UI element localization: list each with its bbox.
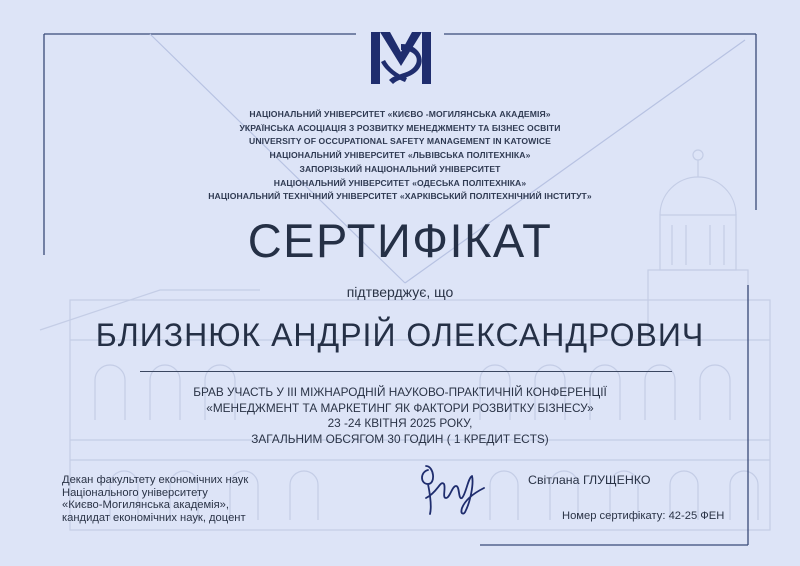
organization-line: УКРАЇНСЬКА АСОЦІАЦІЯ З РОЗВИТКУ МЕНЕДЖМЕНТУ ТА БІЗНЕС ОСВІТИ bbox=[239, 122, 561, 133]
participation-text bbox=[0, 385, 800, 447]
name-underline bbox=[140, 371, 672, 372]
recipient-name: БЛИЗНЮК АНДРІЙ ОЛЕКСАНДРОВИЧ bbox=[95, 317, 705, 353]
dean-title bbox=[62, 474, 248, 524]
dean-line: Декан факультету економічних наук bbox=[62, 474, 249, 486]
body-line: «МЕНЕДЖМЕНТ ТА МАРКЕТИНГ ЯК ФАКТОРИ РОЗВИТКУ БІЗНЕСУ» bbox=[206, 400, 594, 415]
organization-line: ЗАПОРІЗЬКИЙ НАЦІОНАЛЬНИЙ УНІВЕРСИТЕТ bbox=[299, 163, 501, 174]
certificate-number: Номер сертифікату: 42-25 ФЕН bbox=[562, 510, 725, 522]
handwritten-signature bbox=[416, 458, 488, 520]
signer-name: Світлана ГЛУЩЕНКО bbox=[528, 473, 651, 487]
body-line: 23 -24 КВІТНЯ 2025 РОКУ, bbox=[327, 416, 473, 430]
dean-line: «Києво-Могилянська академія», bbox=[62, 499, 230, 512]
organization-line: UNIVERSITY OF OCCUPATIONAL SAFETY MANAGEMENT IN KATOWICE bbox=[249, 136, 551, 147]
dean-line: Національного університету bbox=[62, 486, 208, 499]
organization-line: НАЦІОНАЛЬНИЙ УНІВЕРСИТЕТ «КИЄВО -МОГИЛЯНСЬКА АКАДЕМІЯ» bbox=[249, 109, 551, 119]
body-line: БРАВ УЧАСТЬ У ІІІ МІЖНАРОДНІЙ НАУКОВО-ПРАКТИЧНІЙ КОНФЕРЕНЦІЇ bbox=[193, 385, 607, 399]
certificate-title: СЕРТИФІКАТ bbox=[247, 214, 553, 267]
body-line: ЗАГАЛЬНИМ ОБСЯГОМ 30 ГОДИН ( 1 КРЕДИТ ECTS) bbox=[251, 431, 549, 446]
kma-monogram-logo bbox=[371, 30, 431, 86]
organization-line: НАЦІОНАЛЬНИЙ ТЕХНІЧНИЙ УНІВЕРСИТЕТ «ХАРКІВСЬКИЙ ПОЛІТЕХНІЧНИЙ ІНСТИТУТ» bbox=[208, 191, 592, 202]
confirms-text: підтверджує, що bbox=[346, 284, 454, 300]
dean-line: кандидат економічних наук, доцент bbox=[62, 511, 246, 524]
organizations-list bbox=[0, 108, 800, 204]
organization-line: НАЦІОНАЛЬНИЙ УНІВЕРСИТЕТ «ЛЬВІВСЬКА ПОЛІТЕХНІКА» bbox=[269, 150, 531, 161]
organization-line: НАЦІОНАЛЬНИЙ УНІВЕРСИТЕТ «ОДЕСЬКА ПОЛІТЕХНІКА» bbox=[273, 177, 527, 188]
